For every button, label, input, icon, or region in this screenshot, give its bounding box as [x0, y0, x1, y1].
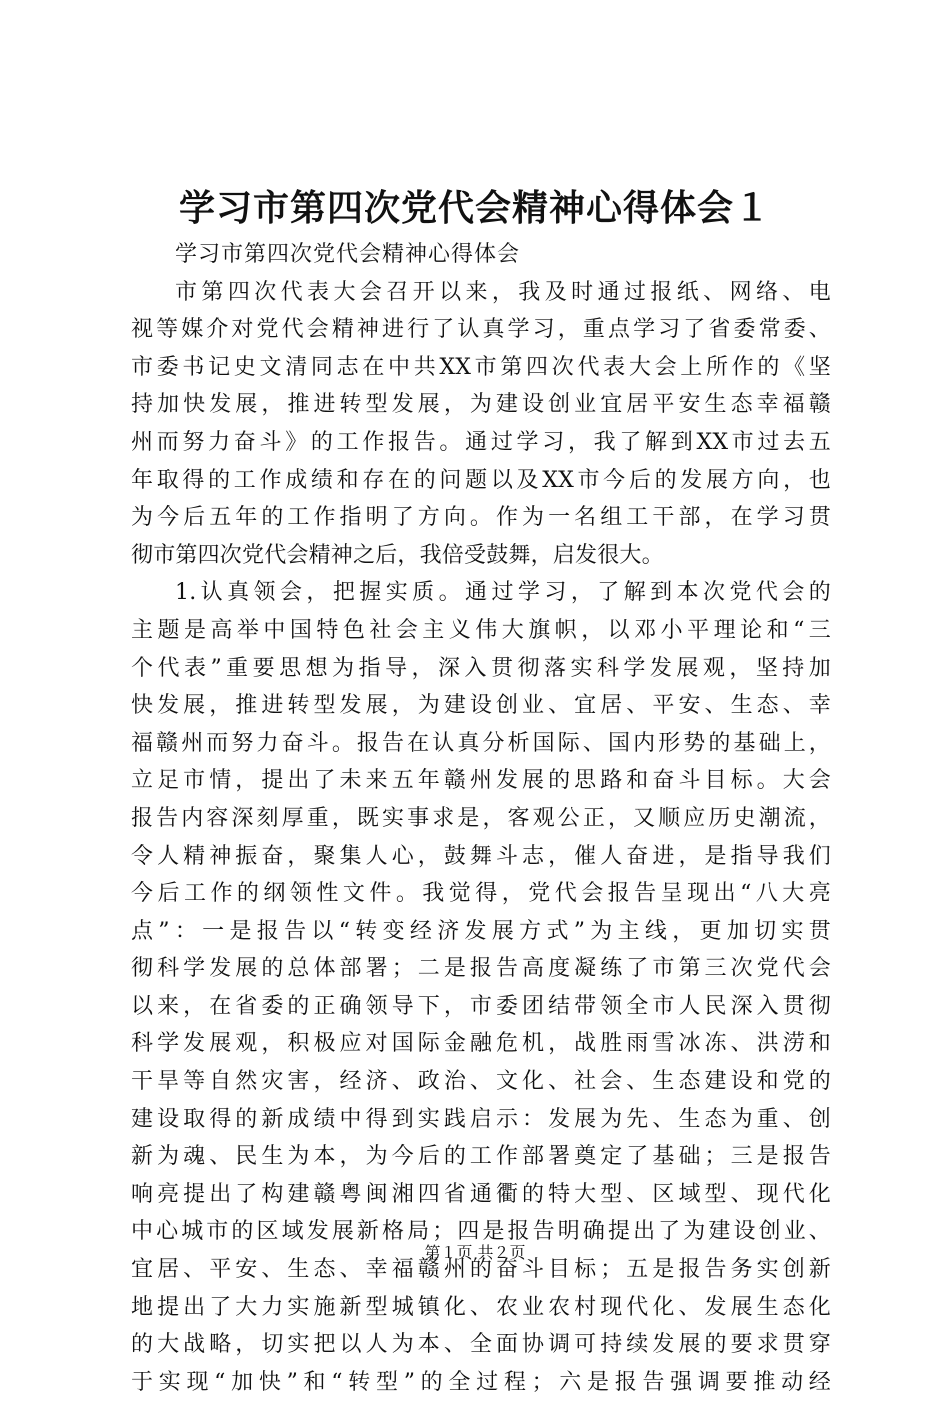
text-line: 市委书记史文清同志在中共XX市第四次代表大会上所作的《坚	[131, 354, 831, 380]
text-line: 响亮提出了构建赣粤闽湘四省通衢的特大型、区域型、现代化	[131, 1181, 831, 1207]
text-line: 建设取得的新成绩中得到实践启示：发展为先、生态为重、创	[131, 1106, 831, 1132]
text-line: 个代表”重要思想为指导，深入贯彻落实科学发展观，坚持加	[131, 655, 831, 681]
document-title: 学习市第四次党代会精神心得体会１	[178, 187, 771, 229]
text-line: 今后工作的纲领性文件。我觉得，党代会报告呈现出“八大亮	[131, 881, 831, 907]
text-line: 新为魂、民生为本，为今后的工作部署奠定了基础；三是报告	[131, 1144, 831, 1170]
text-line: 州而努力奋斗》的工作报告。通过学习，我了解到XX市过去五	[131, 429, 831, 455]
text-line: 年取得的工作成绩和存在的问题以及XX市今后的发展方向，也	[131, 467, 831, 493]
document-subtitle: 学习市第四次党代会精神心得体会	[175, 242, 521, 267]
text-line: 快发展，推进转型发展，为建设创业、宜居、平安、生态、幸	[131, 693, 831, 719]
text-line: 以来，在省委的正确领导下，市委团结带领全市人民深入贯彻	[131, 993, 831, 1019]
text-line: 令人精神振奋，聚集人心，鼓舞斗志，催人奋进，是指导我们	[131, 843, 831, 869]
text-line: 主题是高举中国特色社会主义伟大旗帜，以邓小平理论和“三	[131, 617, 831, 643]
text-line: 为今后五年的工作指明了方向。作为一名组工干部，在学习贯	[131, 505, 831, 531]
paragraph-1	[131, 274, 831, 575]
document-body	[131, 236, 831, 1401]
page-footer: 第１页 共２页	[424, 1243, 526, 1262]
text-line: 点”：一是报告以“转变经济发展方式”为主线，更加切实贯	[131, 918, 831, 944]
text-line: 市第四次代表大会召开以来，我及时通过报纸、网络、电	[175, 279, 831, 305]
text-line: 于实现“加快”和“转型”的全过程；六是报告强调要推动经	[131, 1369, 831, 1395]
paragraph-2	[131, 574, 831, 1401]
text-line: 1.认真领会，把握实质。通过学习，了解到本次党代会的	[175, 580, 831, 606]
text-line: 中心城市的区域发展新格局；四是报告明确提出了为建设创业、	[131, 1219, 831, 1245]
text-line: 宜居、平安、生态、幸福赣州的奋斗目标；五是报告务实创新	[131, 1257, 831, 1283]
text-line: 干旱等自然灾害，经济、政治、文化、社会、生态建设和党的	[131, 1069, 831, 1095]
text-line: 彻科学发展的总体部署；二是报告高度凝练了市第三次党代会	[131, 956, 831, 982]
text-line: 彻市第四次党代会精神之后，我倍受鼓舞，启发很大。	[131, 542, 664, 568]
text-line: 报告内容深刻厚重，既实事求是，客观公正，又顺应历史潮流，	[131, 805, 831, 831]
text-line: 科学发展观，积极应对国际金融危机，战胜雨雪冰冻、洪涝和	[131, 1031, 831, 1057]
text-line: 立足市情，提出了未来五年赣州发展的思路和奋斗目标。大会	[131, 768, 831, 794]
text-line: 福赣州而努力奋斗。报告在认真分析国际、国内形势的基础上，	[131, 730, 831, 756]
text-line: 的大战略，切实把以人为本、全面协调可持续发展的要求贯穿	[131, 1332, 831, 1358]
text-line: 地提出了大力实施新型城镇化、农业农村现代化、发展生态化	[131, 1294, 831, 1320]
text-line: 持加快发展，推进转型发展，为建设创业宜居平安生态幸福赣	[131, 392, 831, 418]
text-line: 视等媒介对党代会精神进行了认真学习，重点学习了省委常委、	[131, 317, 831, 343]
